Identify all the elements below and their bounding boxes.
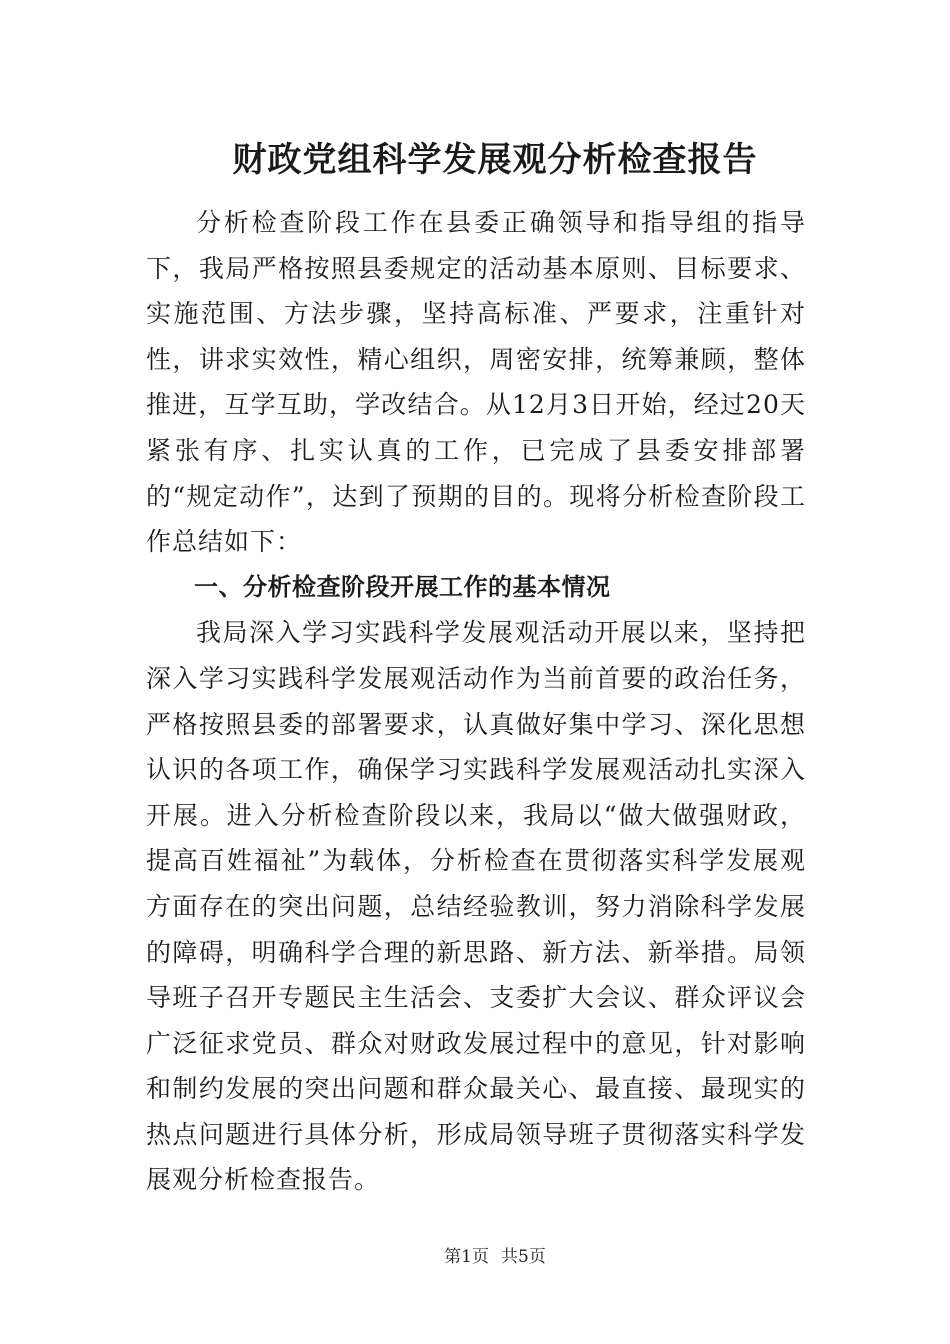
- intro-paragraph: 分析检查阶段工作在县委正确领导和指导组的指导下，我局严格按照县委规定的活动基本原则、目标要求、实施范围、方法步骤，坚持高标准、严要求，注重针对性，讲求实效性，精心组织，周密安排，统筹兼顾，整体推进，互学互助，学改结合。从12月3日开始，经过20天紧张有序、扎实认真的工作，已完成了县委安排部署的“规定动作”，达到了预期的目的。现将分析检查阶段工作总结如下：: [146, 208, 806, 557]
- section-paragraph: 我局深入学习实践科学发展观活动开展以来，坚持把深入学习实践科学发展观活动作为当前首要的政治任务，严格按照县委的部署要求，认真做好集中学习、深化思想认识的各项工作，确保学习实践科学发展观活动扎实深入开展。进入分析检查阶段以来，我局以“做大做强财政，提高百姓福祉”为载体，分析检查在贯彻落实科学发展观方面存在的突出问题，总结经验教训，努力消除科学发展的障碍，明确科学合理的新思路、新方法、新举措。局领导班子召开专题民主生活会、支委扩大会议、群众评议会广泛征求党员、群众对财政发展过程中的意见，针对影响和制约发展的突出问题和群众最关心、最直接、最现实的热点问题进行具体分析，形成局领导班子贯彻落实科学发展观分析检查报告。: [146, 618, 806, 1195]
- section-heading: 一、分析检查阶段开展工作的基本情况: [194, 572, 611, 601]
- document-title: 财政党组科学发展观分析检查报告: [232, 140, 758, 180]
- page-total: 共5页: [501, 1247, 546, 1267]
- page-number: 第1页: [444, 1247, 489, 1267]
- page-footer: [0, 1242, 950, 1267]
- document-body: [146, 200, 806, 1203]
